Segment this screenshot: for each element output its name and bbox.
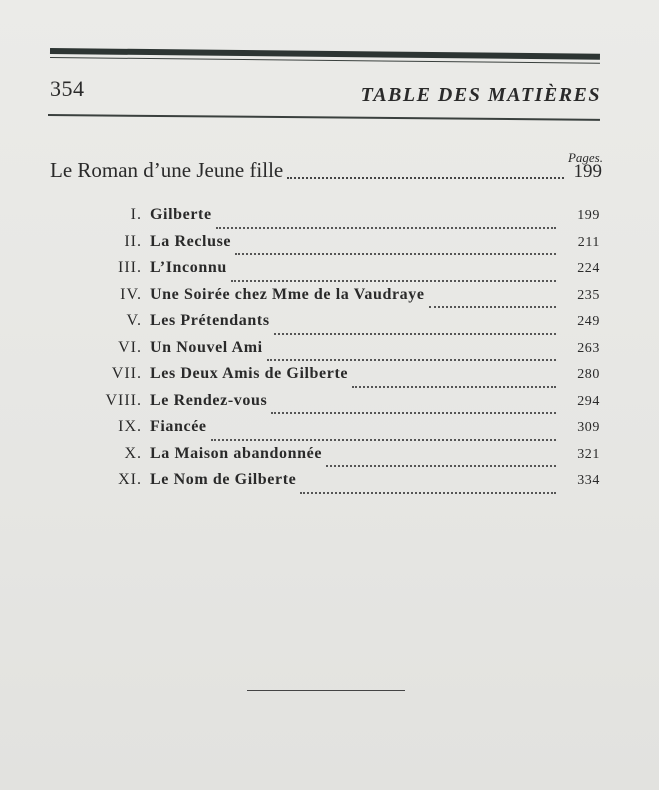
dot-leader [271,412,556,414]
chapter-page: 294 [577,393,600,409]
chapter-page: 199 [577,208,600,223]
dot-leader [429,306,556,308]
chapter-page: 334 [577,473,600,488]
dot-leader [326,465,556,467]
chapter-title: Les Prétendants [150,312,270,329]
chapter-page: 211 [577,234,600,250]
toc-chapter-row [70,286,600,313]
toc-main-entry [50,158,602,184]
chapter-number: IX. [118,418,142,435]
chapter-title: Fiancée [150,418,207,435]
toc-chapter-row [70,392,600,419]
dot-leader [231,280,556,282]
chapter-title: La Recluse [150,232,232,250]
toc-chapter-row [70,339,600,366]
chapter-number: II. [124,232,142,250]
chapter-title: Le Rendez-vous [150,391,268,409]
dot-leader [352,386,556,388]
main-entry-title: Le Roman d’une Jeune fille [50,158,284,182]
chapter-title: La Maison abandonnée [150,444,323,462]
dot-leader [287,177,563,179]
dot-leader [300,492,556,494]
chapter-number: VIII. [105,391,142,409]
dot-leader [235,253,556,255]
chapter-title: L’Inconnu [150,259,227,276]
header-rule [48,114,600,121]
toc-chapter-row [70,471,600,498]
chapter-number: III. [118,259,142,276]
pages-column-label: Pages. [567,150,603,165]
chapter-number: I. [130,206,142,223]
chapter-number: V. [126,312,142,329]
toc-chapter-row [70,418,600,445]
chapter-page: 309 [577,420,600,435]
dot-leader [216,227,556,229]
toc-chapter-row [70,233,600,260]
chapter-page: 224 [577,261,600,276]
chapter-page: 263 [577,340,600,356]
end-rule [247,690,405,691]
chapter-title: Gilberte [150,206,212,223]
main-entry-page: 199 [573,161,602,182]
chapter-number: VII. [111,365,142,382]
chapter-list [70,206,600,498]
chapter-page: 321 [577,446,600,462]
dot-leader [211,439,556,441]
chapter-title: Une Soirée chez Mme de la Vaudraye [150,285,425,303]
chapter-number: XI. [118,471,142,488]
chapter-number: IV. [120,285,142,303]
chapter-page: 235 [577,287,600,303]
chapter-page: 249 [577,314,600,329]
toc-chapter-row [70,312,600,339]
chapter-title: Un Nouvel Ami [150,338,263,356]
chapter-number: X. [124,444,142,462]
dot-leader [267,359,556,361]
running-head: TABLE DES MATIÈRES [360,84,601,106]
dot-leader [274,333,556,335]
chapter-title: Le Nom de Gilberte [150,471,297,488]
page-number: 354 [50,76,85,101]
chapter-number: VI. [118,338,142,356]
toc-chapter-row [70,259,600,286]
toc-chapter-row [70,365,600,392]
chapter-title: Les Deux Amis de Gilberte [150,365,349,382]
chapter-page: 280 [577,367,600,382]
toc-chapter-row [70,445,600,472]
toc-chapter-row [70,206,600,233]
